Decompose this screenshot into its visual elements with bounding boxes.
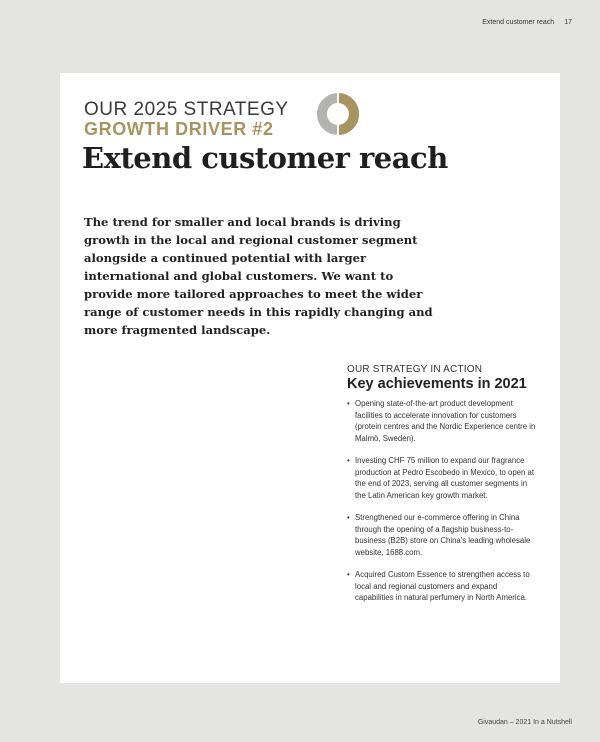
list-item: • Acquired Custom Essence to strengthen access to local and regional customers and expand capabilities in natural perfumery in North America.: [347, 570, 530, 602]
action-kicker: OUR STRATEGY IN ACTION: [347, 364, 483, 375]
growth-driver-donut-icon: [315, 91, 361, 137]
strategy-kicker: OUR 2025 STRATEGY: [84, 99, 289, 120]
achievements-list: [347, 398, 537, 604]
achievements-panel: [347, 364, 537, 615]
bullet-icon: •: [347, 570, 350, 579]
bullet-icon: •: [347, 399, 350, 408]
page-footer: Givaudan – 2021 In a Nutshell: [477, 719, 572, 726]
bullet-icon: •: [347, 513, 350, 522]
bullet-icon: •: [347, 456, 350, 465]
running-header-section: Extend customer reach: [482, 19, 555, 26]
donut-gold-segment: [338, 98, 354, 130]
page-number: 17: [564, 19, 572, 26]
growth-driver-label: GROWTH DRIVER #2: [84, 119, 274, 139]
achievements-title: Key achievements in 2021: [347, 376, 527, 392]
list-item: • Opening state-of-the-art product development facilities to accelerate innovation for customers (protein centres and the Nordic Experience centre in Malmö, Sweden).: [347, 399, 536, 443]
page-title: Extend customer reach: [82, 141, 448, 175]
content-card: [60, 73, 560, 683]
lead-paragraph: The trend for smaller and local brands is driving growth in the local and regional customer segment alongside a continued potential with larger international and global customers. We want to provide more tailored approaches to meet the wider range of customer needs in this rapidly changing and more fragmented landscape.: [84, 215, 433, 337]
list-item: • Strengthened our e-commerce offering in China through the opening of a flagship business-to-business (B2B) store on China's leading wholesale website, 1688.com.: [347, 513, 531, 557]
running-header: [482, 19, 572, 26]
list-item: • Investing CHF 75 million to expand our fragrance production at Pedro Escobedo in Mexico, to open at the end of 2023, serving all customer segments in the Latin American key growth market.: [347, 456, 535, 500]
